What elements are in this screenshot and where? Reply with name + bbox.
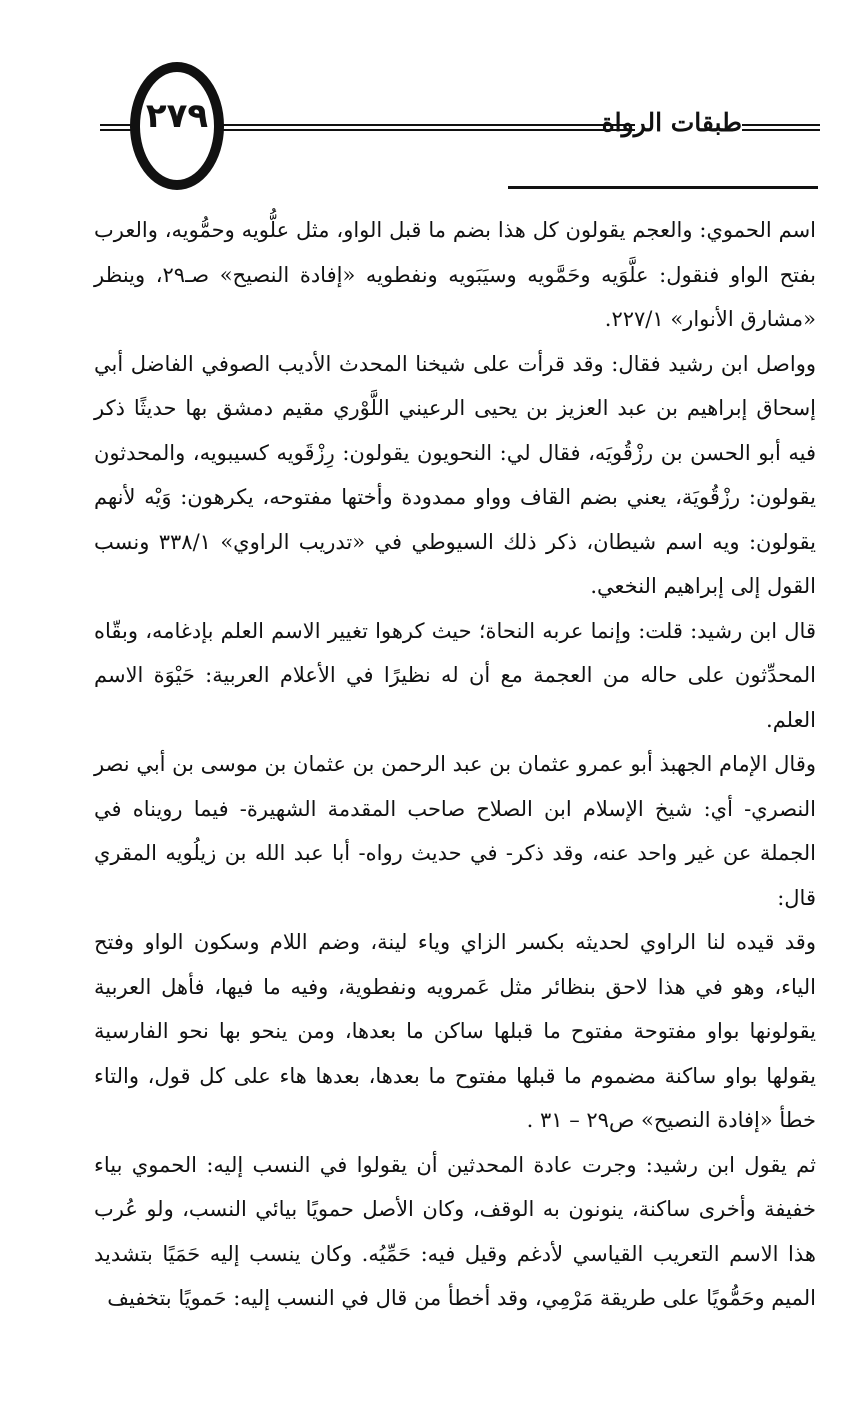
- paragraph: قال ابن رشيد: قلت: وإنما عربه النحاة؛ حيث كرهوا تغيير الاسم العلم بإدغامه، وبقّاه المحدِّثون على حاله من العجمة مع أن له نظيرًا في الأعلام العربية: حَيْوَة الاسم العلم.: [94, 618, 816, 732]
- paragraph: وقال الإمام الجهبذ أبو عمرو عثمان بن عبد الرحمن بن عثمان بن موسى بن أبي نصر النصري- أي: شيخ الإسلام ابن الصلاح صاحب المقدمة الشهيرة- فيما رويناه في الجملة عن غير واحد عنه، وقد ذكر- في حديث رواه- أبا عبد الله بن زيلُويه المقري قال:: [94, 752, 816, 910]
- footnote-body: [94, 208, 816, 1321]
- header-rule-middle: [215, 124, 635, 131]
- running-title: طبقات الرواة: [601, 108, 742, 137]
- page-number-circle: [130, 62, 224, 190]
- paragraph: وواصل ابن رشيد فقال: وقد قرأت على شيخنا المحدث الأديب الصوفي الفاضل أبي إسحاق إبراهيم بن عبد العزيز بن يحيى الرعيني اللَّوْري مقيم دمشق بها حديثًا ذكر فيه أبو الحسن بن رزْقُويَه، فقال لي: النحويون يقولون: رِزْقَويه كسيبويه، والمحدثون يقولون: رزْقُويَة، يعني بضم القاف وواو ممدودة وأختها مفتوحه، يكرهون: وَيْه لأنهم يقولون: ويه اسم شيطان، ذكر ذلك السيوطي في «تدريب الراوي» ٣٣٨/١ ونسب القول إلى إبراهيم النخعي.: [94, 351, 817, 598]
- page-header: [0, 60, 867, 200]
- header-rule-right: [742, 124, 820, 131]
- page-number: ٢٧٩: [145, 96, 209, 136]
- paragraph: اسم الحموي: والعجم يقولون كل هذا بضم ما قبل الواو، مثل علُّويه وحمُّويه، والعرب بفتح الواو فنقول: علَّوَيه وحَمَّويه وسيَبَويه ونفطويه «إفادة النصيح» صـ٢٩، وينظر «مشارق الأنوار» ٢٢٧/١.: [94, 218, 816, 331]
- paragraph: ثم يقول ابن رشيد: وجرت عادة المحدثين أن يقولوا في النسب إليه: الحموي بياء خفيفة وأخرى ساكنة، ينونون به الوقف، وكان الأصل حمويًا بيائي النسب، ولو عُرب هذا الاسم التعريب القياسي لأدغم وقيل فيه: حَمِّيُه. وكان ينسب إليه حَمَيًا بتشديد الميم وحَمُّويًا على طريقة مَرْمِي، وقد أخطأ من قال في النسب إليه: حَمويًا بتخفيف: [94, 1152, 816, 1310]
- paragraph: وقد قيده لنا الراوي لحديثه بكسر الزاي وياء لينة، وضم اللام وسكون الواو وفتح الياء، وهو في هذا لاحق بنظائر مثل عَمرويه ونفطوية، وفيه ما فيها، فأهل العربية يقولونها بواو مفتوحة مفتوح ما قبلها ساكن ما بعدها، ومن ينحو بها نحو الفارسية يقولها بواو ساكنة مضموم ما قبلها مفتوح ما بعدها، بعدها هاء على كل قول، والتاء خطأ «إفادة النصيح» ص٢٩ – ٣١ .: [94, 930, 816, 1132]
- footnote-separator: [508, 186, 818, 189]
